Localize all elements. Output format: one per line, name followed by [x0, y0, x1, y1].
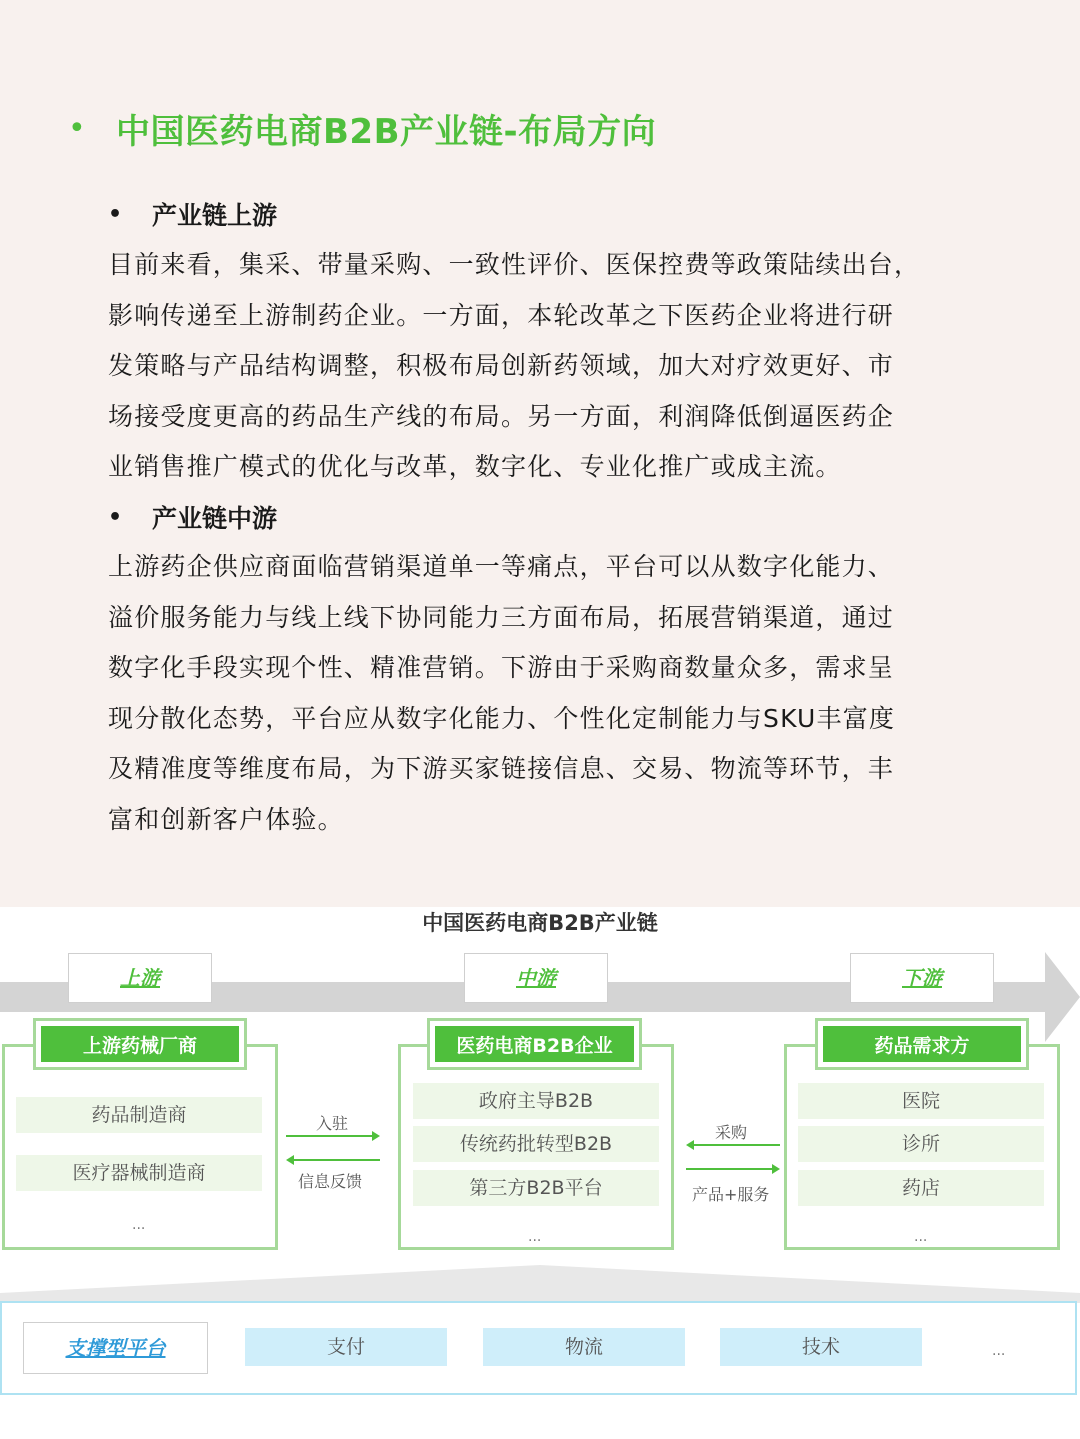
more-indicator: ...: [528, 1229, 542, 1245]
paragraph-line: 及精准度等维度布局，为下游买家链接信息、交易、物流等环节，丰: [108, 754, 895, 783]
section-heading-label: 产业链中游: [152, 504, 278, 533]
panel-item: 医院: [798, 1083, 1044, 1119]
bullet-icon: •: [108, 504, 123, 530]
connector-label-feedback: 信息反馈: [298, 1172, 363, 1191]
panel-item: 医疗器械制造商: [16, 1155, 262, 1191]
industry-chain-diagram: [0, 907, 1080, 1439]
more-indicator: ...: [132, 1217, 146, 1233]
panel-item: 药品制造商: [16, 1097, 262, 1133]
more-indicator: ...: [992, 1343, 1006, 1359]
stage-label-midstream: 中游: [464, 953, 608, 1003]
arrow-right-icon: [286, 1129, 380, 1143]
paragraph-line: 场接受度更高的药品生产线的布局。另一方面，利润降低倒逼医药企: [108, 401, 895, 431]
panel-item: 诊所: [798, 1126, 1044, 1162]
panel-header-upstream: [33, 1018, 247, 1070]
connector-label-purchase: 采购: [715, 1123, 748, 1142]
arrow-left-icon: [286, 1153, 380, 1167]
bullet-icon: •: [108, 201, 123, 227]
support-item-payment: 支付: [245, 1328, 447, 1366]
bullet-icon: •: [68, 111, 86, 146]
support-platform-title: 支撑型平台: [23, 1322, 208, 1374]
more-indicator: ...: [914, 1229, 928, 1245]
support-item-technology: 技术: [720, 1328, 922, 1366]
arrow-left-icon: [686, 1138, 780, 1152]
section-heading-upstream: [108, 196, 277, 232]
section-paragraph-upstream: [108, 240, 988, 493]
section-paragraph-midstream: [108, 542, 988, 845]
stage-label-upstream: 上游: [68, 953, 212, 1003]
support-wedge-icon: [0, 1263, 1080, 1303]
panel-item: 政府主导B2B: [413, 1083, 659, 1119]
connector-label-product-service: 产品+服务: [692, 1185, 770, 1204]
panel-header-downstream: [815, 1018, 1029, 1070]
panel-header-label: 医药电商B2B企业: [435, 1026, 634, 1062]
panel-item: 传统药批转型B2B: [413, 1126, 659, 1162]
paragraph-line: 现分散化态势，平台应从数字化能力、个性化定制能力与SKU丰富度: [108, 703, 896, 733]
paragraph-line: 溢价服务能力与线上线下协同能力三方面布局，拓展营销渠道，通过: [108, 602, 895, 632]
panel-item: 第三方B2B平台: [413, 1170, 659, 1206]
paragraph-line: 业销售推广模式的优化与改革，数字化、专业化推广或成主流。: [108, 452, 842, 481]
paragraph-line: 数字化手段实现个性、精准营销。下游由于采购商数量众多，需求呈: [108, 653, 895, 682]
stage-label-downstream: 下游: [850, 953, 994, 1003]
paragraph-line: 影响传递至上游制药企业。一方面，本轮改革之下医药企业将进行研: [108, 300, 895, 330]
panel-header-midstream: [427, 1018, 642, 1070]
panel-item: 药店: [798, 1170, 1044, 1206]
page-title: 中国医药电商B2B产业链-布局方向: [116, 112, 657, 152]
arrow-right-icon: [686, 1162, 780, 1176]
paragraph-line: 目前来看，集采、带量采购、一致性评价、医保控费等政策陆续出台，: [108, 250, 921, 279]
paragraph-line: 上游药企供应商面临营销渠道单一等痛点，平台可以从数字化能力、: [108, 552, 895, 581]
support-item-logistics: 物流: [483, 1328, 685, 1366]
paragraph-line: 发策略与产品结构调整，积极布局创新药领域，加大对疗效更好、市: [108, 351, 895, 380]
title-row: [68, 104, 656, 153]
paragraph-line: 富和创新客户体验。: [108, 804, 344, 834]
panel-header-label: 上游药械厂商: [41, 1026, 239, 1062]
panel-header-label: 药品需求方: [823, 1026, 1021, 1062]
section-heading-label: 产业链上游: [152, 201, 278, 230]
section-heading-midstream: [108, 499, 277, 535]
connector-label-enter: 入驻: [316, 1114, 349, 1133]
diagram-title: 中国医药电商B2B产业链: [422, 911, 658, 935]
